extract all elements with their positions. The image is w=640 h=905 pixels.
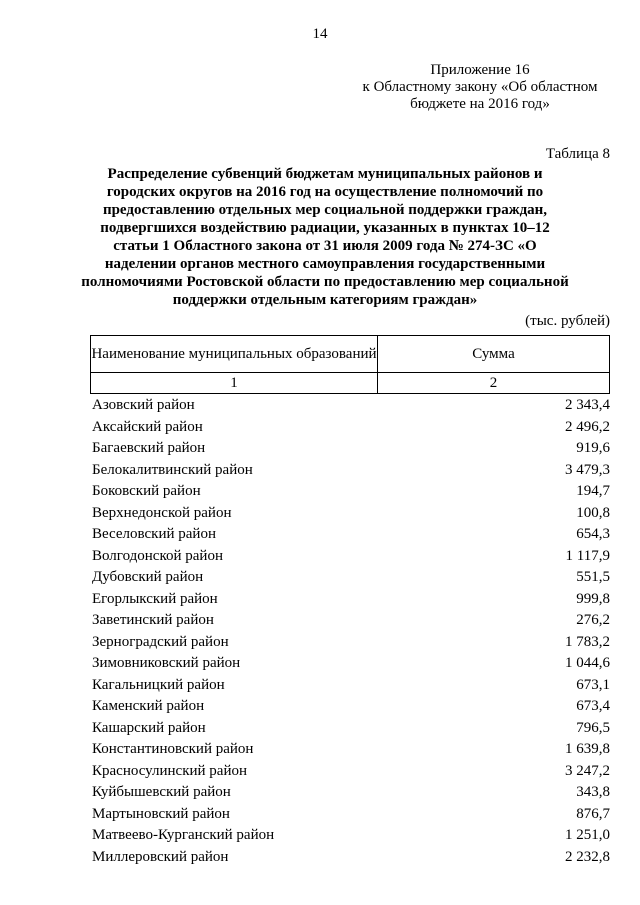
amount-value: 673,1 xyxy=(576,676,610,693)
municipality-name: Верхнедонской район xyxy=(92,504,232,521)
municipality-name: Красносулинский район xyxy=(92,762,248,779)
appendix-line-2: к Областному закону «Об областном xyxy=(362,79,598,95)
table-header xyxy=(90,335,610,394)
amount-value: 796,5 xyxy=(576,719,610,736)
municipality-name: Кашарский район xyxy=(92,719,206,736)
table-row xyxy=(92,675,610,697)
municipality-name: Кагальницкий район xyxy=(92,676,225,693)
amount-value: 673,4 xyxy=(576,698,610,714)
amount-value: 194,7 xyxy=(576,483,610,499)
municipality-name: Азовский район xyxy=(92,397,195,413)
table-row xyxy=(92,718,610,740)
amount-value: 1 044,6 xyxy=(565,655,610,671)
amount-value: 876,7 xyxy=(576,805,610,822)
amount-value: 100,8 xyxy=(576,504,610,521)
municipality-name: Белокалитвинский район xyxy=(92,461,253,478)
amount-value: 919,6 xyxy=(576,440,610,456)
amount-value: 2 343,4 xyxy=(565,397,610,413)
amount-value: 1 639,8 xyxy=(565,741,610,757)
municipality-name: Зерноградский район xyxy=(92,633,229,650)
amount-value: 3 479,3 xyxy=(565,461,610,478)
table-label: Таблица 8 xyxy=(545,146,610,162)
municipality-name: Матвеево-Курганский район xyxy=(92,827,275,843)
table-body xyxy=(92,395,610,868)
table-row xyxy=(92,632,610,654)
amount-value: 999,8 xyxy=(576,590,610,607)
table-row xyxy=(92,804,610,826)
table-row xyxy=(92,460,610,482)
header-amount: Сумма xyxy=(378,336,610,373)
table-row xyxy=(92,481,610,503)
amount-value: 1 783,2 xyxy=(565,633,610,650)
municipality-name: Егорлыкский район xyxy=(92,590,218,607)
header-name: Наименование муниципальных образований xyxy=(91,336,378,373)
table-row xyxy=(92,782,610,804)
amount-value: 1 117,9 xyxy=(565,547,610,564)
municipality-name: Багаевский район xyxy=(92,440,206,456)
table-row xyxy=(92,610,610,632)
amount-value: 343,8 xyxy=(576,784,610,800)
table-row xyxy=(92,653,610,675)
municipality-name: Каменский район xyxy=(92,698,205,714)
table-row xyxy=(92,503,610,525)
amount-value: 1 251,0 xyxy=(565,827,610,843)
table-row xyxy=(92,696,610,718)
table-row xyxy=(92,825,610,847)
table-row xyxy=(92,847,610,869)
municipality-name: Мартыновский район xyxy=(92,805,230,822)
amount-value: 2 232,8 xyxy=(565,848,610,865)
document-title: Распределение субвенций бюджетам муниципальных районов и городских округов на 2016 год на осуществление полномочий по предоставлению отдельных мер социальной поддержки граждан, подвергшихся воздействию радиации, указанных в пунктах 10–12 статьи 1 Областного закона от 31 июля 2009 года № 274-ЗС «О наделении органов местного самоуправления государственными полномочиями Ростовской области по предоставлению мер социальной поддержки отдельным категориям граждан» xyxy=(81,166,569,308)
municipality-name: Веселовский район xyxy=(92,526,216,542)
municipality-name: Куйбышевский район xyxy=(92,784,231,800)
municipality-name: Константиновский район xyxy=(92,741,254,757)
table-row xyxy=(92,567,610,589)
municipality-name: Боковский район xyxy=(92,483,201,499)
municipality-name: Волгодонской район xyxy=(92,547,223,564)
municipality-name: Аксайский район xyxy=(92,418,203,435)
table-row xyxy=(92,395,610,417)
page-number: 14 xyxy=(312,26,328,42)
table-row xyxy=(92,739,610,761)
table-row xyxy=(92,589,610,611)
appendix-line-3: бюджете на 2016 год» xyxy=(410,96,550,112)
municipality-name: Заветинский район xyxy=(92,612,214,628)
table-row xyxy=(92,524,610,546)
municipality-name: Миллеровский район xyxy=(92,848,229,865)
appendix-reference xyxy=(350,62,610,113)
column-number-2: 2 xyxy=(378,373,610,394)
amount-value: 551,5 xyxy=(576,569,610,585)
amount-value: 654,3 xyxy=(576,526,610,542)
units-label: (тыс. рублей) xyxy=(525,313,610,329)
table-row xyxy=(92,417,610,439)
table-row xyxy=(92,761,610,783)
municipality-name: Зимовниковский район xyxy=(92,655,241,671)
amount-value: 276,2 xyxy=(576,612,610,628)
appendix-line-1: Приложение 16 xyxy=(430,62,530,78)
column-number-1: 1 xyxy=(91,373,378,394)
municipality-name: Дубовский район xyxy=(92,569,204,585)
amount-value: 2 496,2 xyxy=(565,418,610,435)
amount-value: 3 247,2 xyxy=(565,762,610,779)
table-row xyxy=(92,438,610,460)
table-row xyxy=(92,546,610,568)
